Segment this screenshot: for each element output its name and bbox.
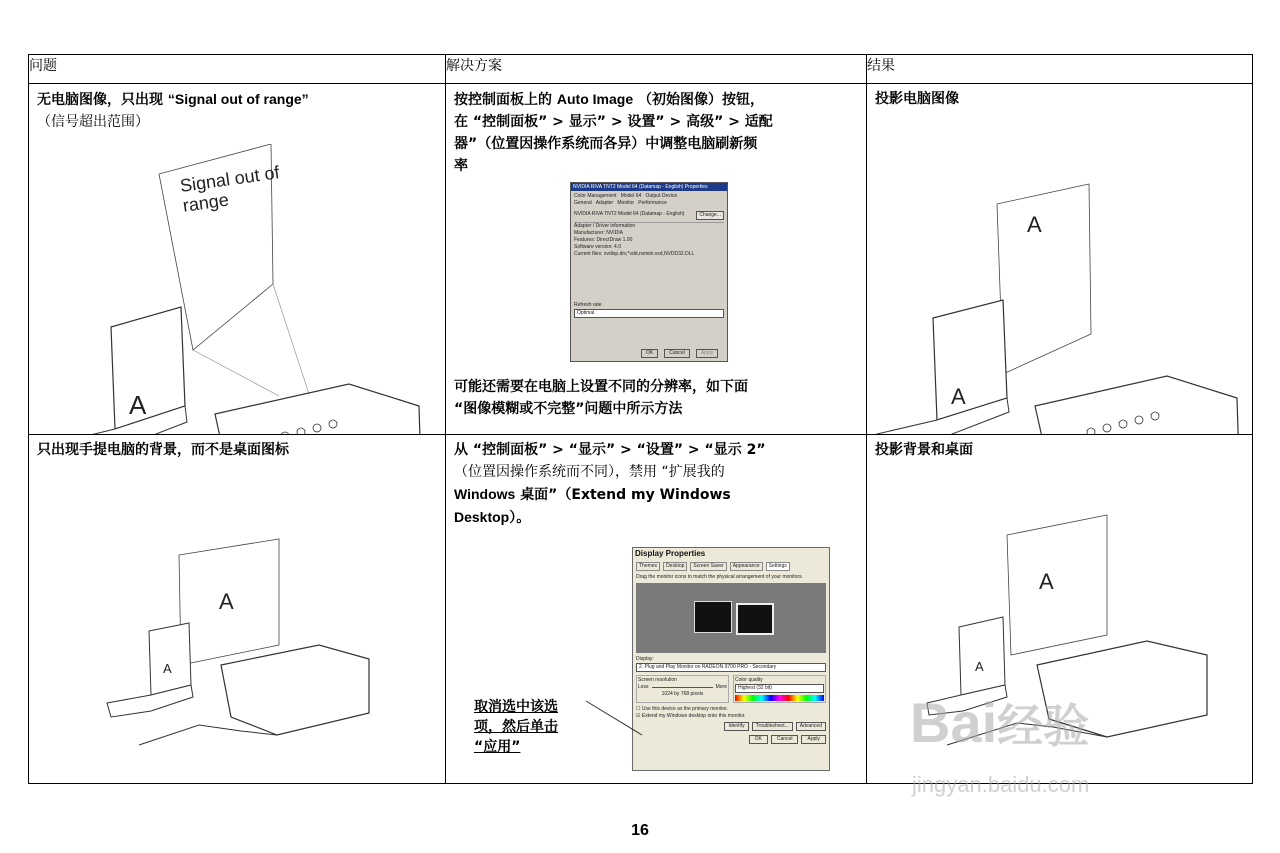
- result-cell: [867, 84, 1252, 434]
- solution-cell: [446, 435, 866, 783]
- apply-button[interactable]: Apply: [696, 349, 719, 358]
- projector-body: [1035, 376, 1239, 434]
- laptop-letter: A: [163, 661, 172, 676]
- baidu-watermark: Bai经验: [910, 691, 1090, 754]
- tab-appearance[interactable]: Appearance: [730, 562, 763, 571]
- laptop-letter: A: [951, 384, 966, 409]
- monitor-hint: Drag the monitor icons to match the physical arrangement of your monitors.: [636, 574, 804, 580]
- page-number: 16: [631, 822, 649, 839]
- resolution-value: 1024 by 768 pixels: [661, 691, 704, 697]
- tab-model[interactable]: Model 64: [620, 193, 642, 199]
- header-problem: 问题: [29, 55, 446, 84]
- tab-themes[interactable]: Themes: [636, 562, 660, 571]
- dialog-tab-row-1: [574, 193, 724, 200]
- apply-button[interactable]: Apply: [801, 735, 826, 744]
- tab-performance[interactable]: Performance: [638, 200, 667, 206]
- tab-desktop[interactable]: Desktop: [663, 562, 687, 571]
- solution-text: 从 “控制面板” > “显示” > “设置” > “显示 2” （位置因操作系统而不同），禁用 “扩展我的 Windows 桌面”（Extend my Windows Desktop）。: [454, 442, 766, 526]
- change-button[interactable]: Change...: [696, 211, 724, 220]
- tab-monitor[interactable]: Monitor: [617, 200, 635, 206]
- solution-text: 按控制面板上的 Auto Image （初始图像）按钮， 在 “控制面板” > 显示” > 设置” > 高级” > 适配 器”（位置因操作系统而各异）中调整电脑刷新频 率: [454, 91, 773, 174]
- color-quality-label: Color quality: [735, 677, 763, 683]
- adapter-name: NVIDIA RIVA TNT2 Model 64 (Datamap - English): [574, 211, 685, 217]
- header-solution: 解决方案: [446, 55, 867, 84]
- color-quality-select[interactable]: Highest (32 bit): [735, 684, 824, 693]
- solution-cell: [446, 84, 866, 434]
- driver-field-row: Features: DirectDraw 1.00: [574, 237, 633, 243]
- baidu-watermark-url: jingyan.baidu.com: [912, 772, 1090, 797]
- cancel-button[interactable]: Cancel: [771, 735, 799, 744]
- identify-button[interactable]: Identify: [724, 722, 748, 731]
- display-label: Display:: [636, 656, 654, 662]
- problem-cell: [29, 435, 445, 783]
- troubleshooting-table: [28, 54, 1253, 784]
- driver-info-group: Adapter / Driver information: [574, 222, 724, 230]
- more-label: More: [715, 684, 727, 690]
- refresh-rate-label: Refresh rate: [574, 302, 602, 308]
- driver-field-row: Current files: nvdisp.drv,*vdd,nvmini.vxd,NVDD32.DLL: [574, 251, 695, 257]
- dialog-title: NVIDIA RIVA TNT2 Model 64 (Datamap - English) Properties: [571, 183, 727, 191]
- laptop-letter: A: [975, 659, 984, 674]
- dialog-tab-row-2: [574, 200, 724, 207]
- adapter-properties-dialog: [570, 182, 728, 362]
- laptop-screen: [149, 623, 191, 695]
- advanced-button[interactable]: Advanced: [796, 722, 826, 731]
- projection-screen: [997, 184, 1091, 374]
- laptop-letter: A: [129, 390, 147, 420]
- tab-output-device[interactable]: Output Device: [645, 193, 678, 199]
- ok-button[interactable]: OK: [641, 349, 658, 358]
- tab-color-management[interactable]: Color Management: [574, 193, 617, 199]
- problem-cell: [29, 84, 445, 434]
- screen-letter: A: [1039, 569, 1054, 594]
- driver-field-row: Manufacturer: NVIDIA: [574, 230, 623, 236]
- result-illustration: [867, 144, 1253, 434]
- screen-letter: A: [1027, 212, 1042, 237]
- tab-adapter[interactable]: Adapter: [595, 200, 614, 206]
- refresh-rate-select[interactable]: Optimal: [574, 309, 724, 318]
- table-row: [29, 84, 1253, 435]
- screen-letter: A: [219, 589, 234, 614]
- projector-body: [221, 645, 369, 735]
- tab-general[interactable]: General: [574, 200, 592, 206]
- cancel-button[interactable]: Cancel: [664, 349, 690, 358]
- resolution-label: Screen resolution: [638, 677, 677, 683]
- annotation-callout: 取消选中该选 项，然后单击 “应用”: [474, 699, 558, 755]
- header-result: 结果: [867, 55, 1253, 84]
- resolution-note: 可能还需要在电脑上设置不同的分辨率，如下面 “图像模糊或不完整”问题中所示方法: [454, 379, 748, 417]
- laptop-projector-illustration: [29, 535, 446, 775]
- screen-signal-text-2: range: [181, 189, 230, 216]
- display-select[interactable]: 2. Plug and Play Monitor on RADEON 9700 PRO - Secondary: [636, 663, 826, 672]
- laptop-projector-illustration: [29, 144, 446, 434]
- troubleshoot-button[interactable]: Troubleshoot...: [752, 722, 793, 731]
- primary-monitor-checkbox[interactable]: ☐ Use this device as the primary monitor.: [636, 706, 729, 712]
- screen-signal-text-1: Signal out of: [178, 162, 281, 196]
- projector-body: [215, 384, 421, 434]
- driver-field-row: Software version: 4.0: [574, 244, 621, 250]
- problem-text: 无电脑图像，只出现 “Signal out of range” （信号超出范围）: [37, 91, 309, 130]
- projection-screen: [1007, 515, 1107, 655]
- ok-button[interactable]: OK: [749, 735, 768, 744]
- result-text: 投影背景和桌面: [875, 442, 973, 458]
- annotation-arrow: [446, 435, 867, 783]
- tab-settings[interactable]: Settings: [766, 562, 790, 571]
- tab-screen-saver[interactable]: Screen Saver: [690, 562, 726, 571]
- laptop-screen: [959, 617, 1005, 695]
- extend-desktop-checkbox[interactable]: ☑ Extend my Windows desktop onto this monitor.: [636, 713, 746, 719]
- less-label: Less: [638, 684, 649, 690]
- result-text: 投影电脑图像: [875, 91, 959, 107]
- dialog-title: Display Properties: [633, 548, 829, 560]
- problem-text: 只出现手提电脑的背景，而不是桌面图标: [37, 442, 289, 458]
